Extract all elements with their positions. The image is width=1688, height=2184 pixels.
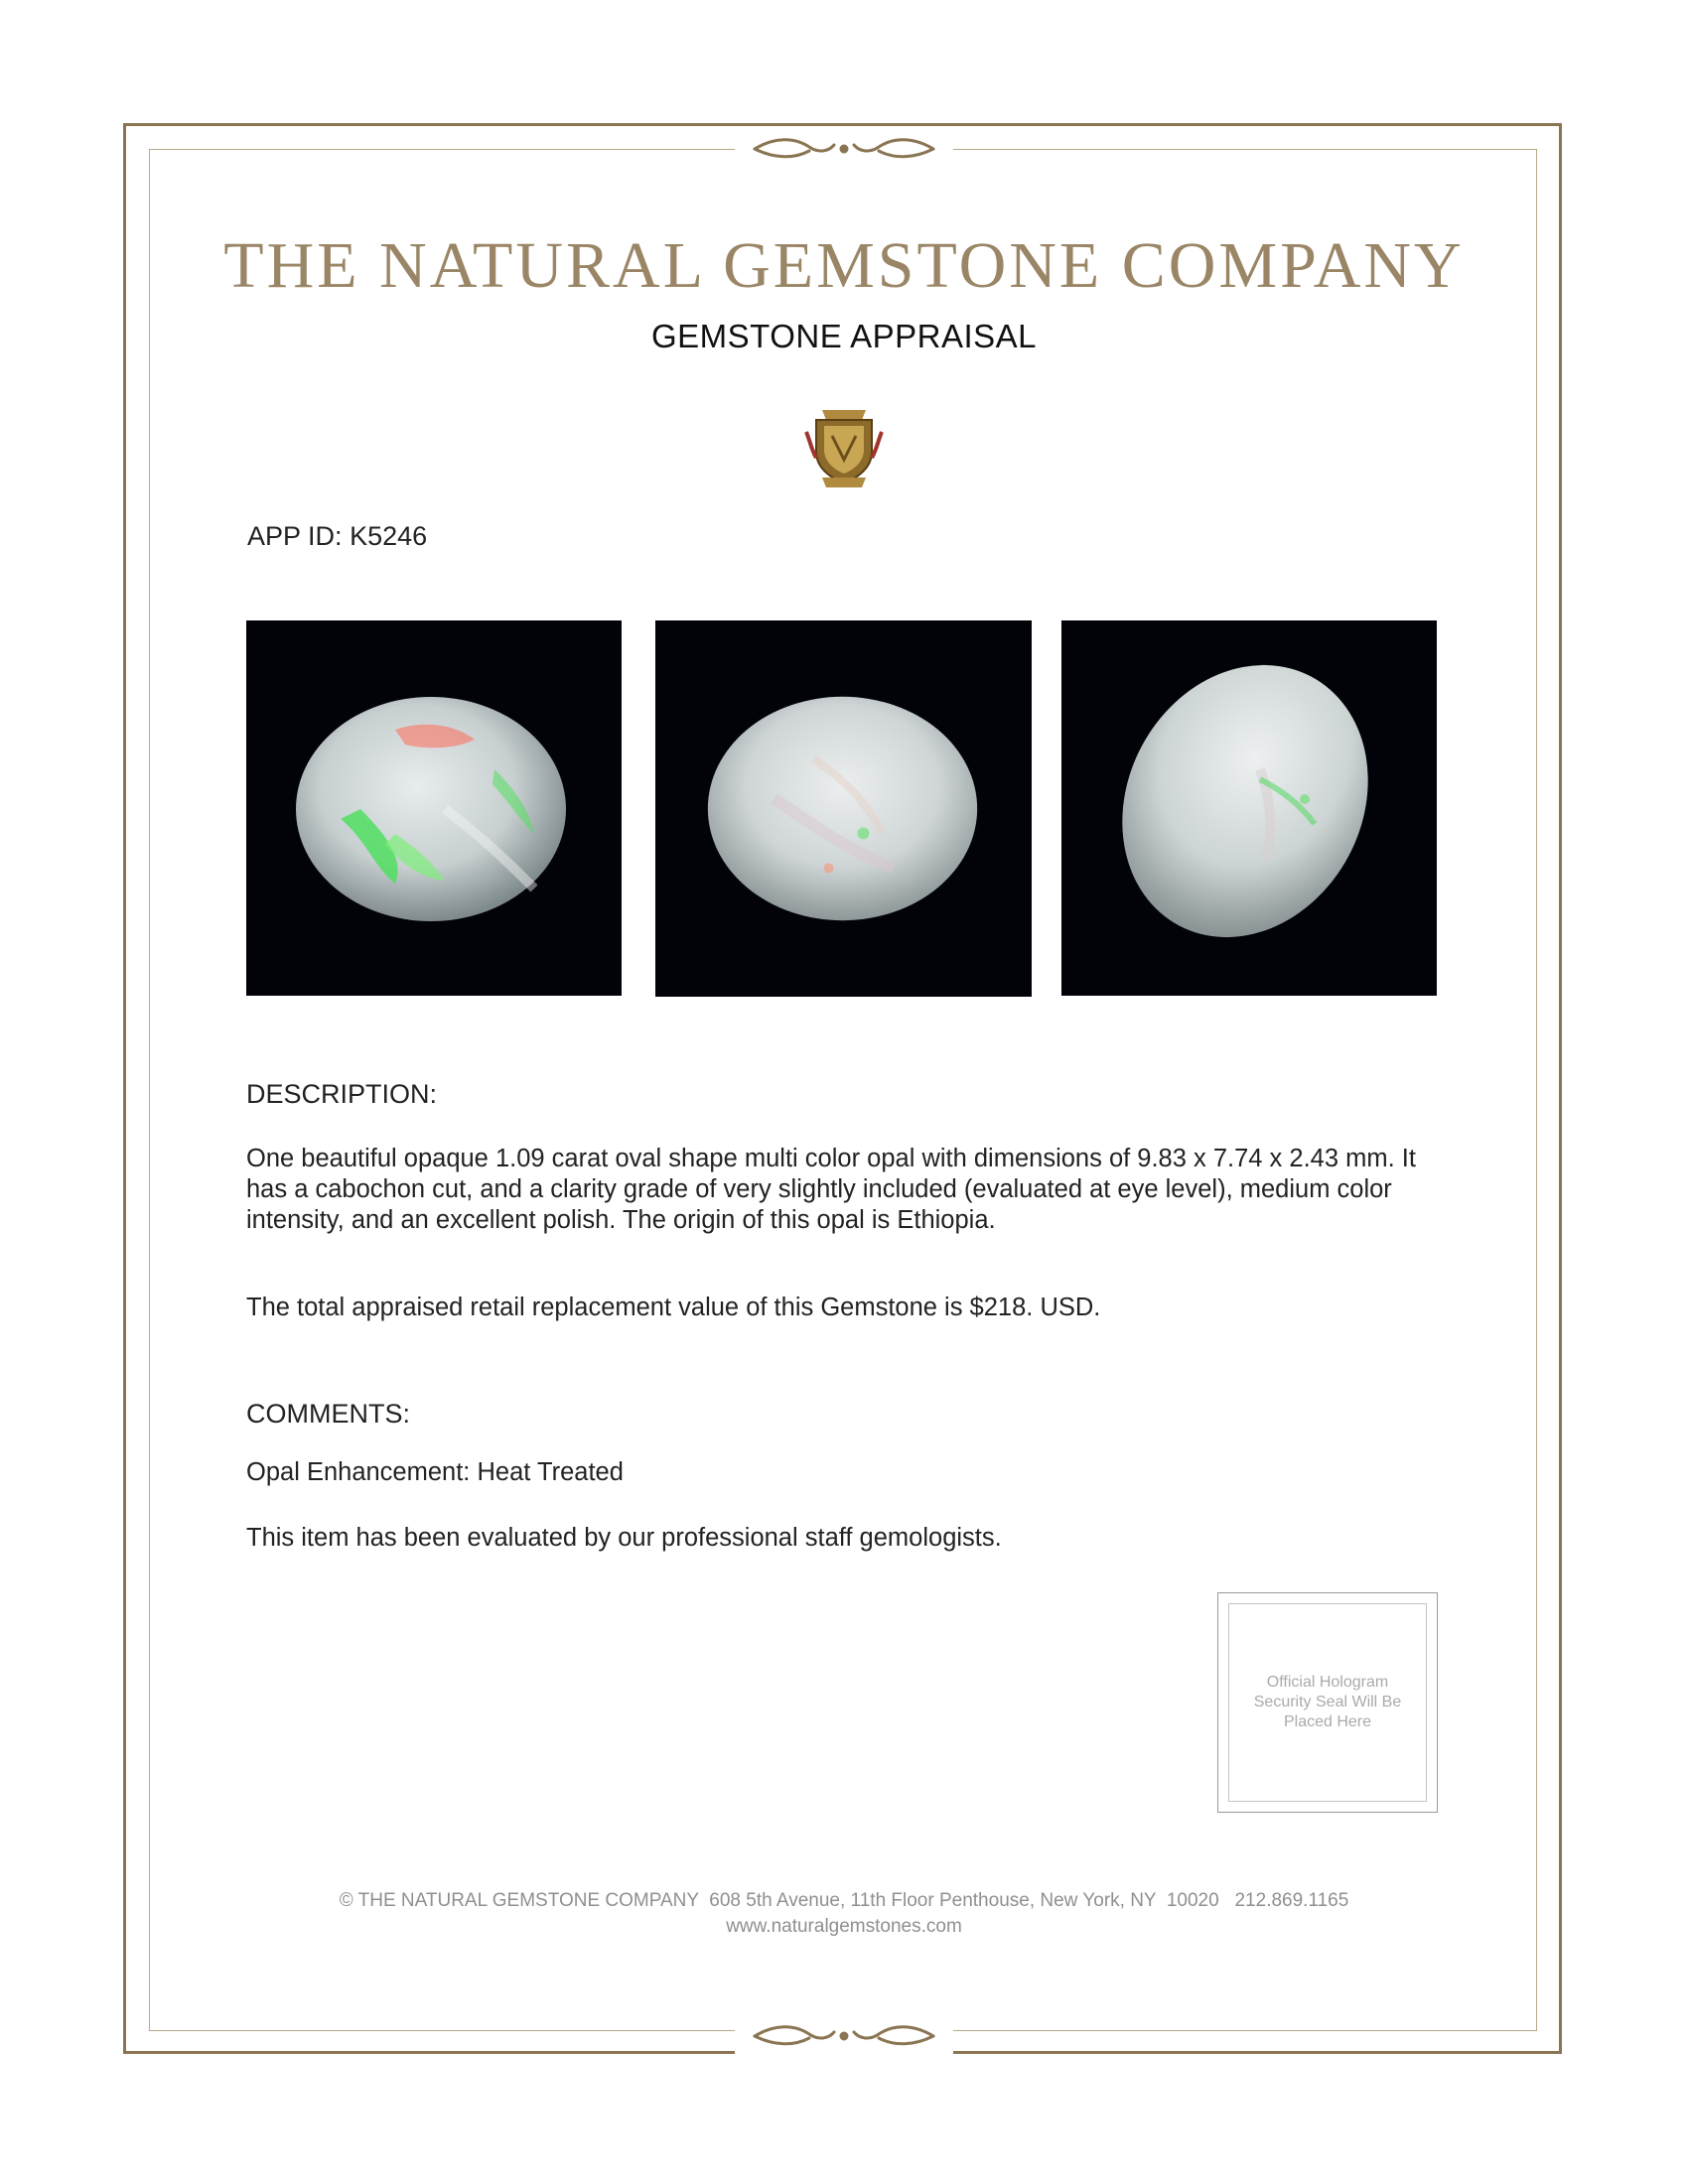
- evaluation-text: This item has been evaluated by our professional staff gemologists.: [246, 1524, 1002, 1552]
- hologram-seal-placeholder: [1217, 1592, 1438, 1813]
- enhancement-text: Opal Enhancement: Heat Treated: [246, 1458, 624, 1486]
- appraised-value-text: The total appraised retail replacement value of this Gemstone is $218. USD.: [246, 1294, 1101, 1321]
- opal-photo-tilted: [1061, 620, 1437, 996]
- seal-inner-frame: [1228, 1603, 1427, 1802]
- footer-address: © THE NATURAL GEMSTONE COMPANY 608 5th Avenue, 11th Floor Penthouse, New York, NY 10020 212.869.1165: [339, 1890, 1349, 1911]
- app-id-value: K5246: [350, 521, 428, 551]
- description-text: One beautiful opaque 1.09 carat oval shape multi color opal with dimensions of 9.83 x 7.74 x 2.43 mm. It has a cabochon cut, and a clarity grade of very slightly included (evaluated at eye level), medium color intensity, and an excellent polish. The origin of this opal is Ethiopia.: [246, 1145, 1416, 1234]
- comments-label: COMMENTS:: [246, 1399, 410, 1429]
- company-name: THE NATURAL GEMSTONE COMPANY: [223, 229, 1465, 302]
- app-id: [247, 518, 427, 554]
- app-id-label: APP ID:: [247, 521, 343, 551]
- opal-photo-angle: [655, 620, 1032, 997]
- seal-text: Official Hologram Security Seal Will Be Placed Here: [1253, 1674, 1402, 1730]
- description-label: DESCRIPTION:: [246, 1079, 438, 1109]
- document-title: GEMSTONE APPRAISAL: [650, 318, 1038, 354]
- footer-website: www.naturalgemstones.com: [726, 1916, 962, 1937]
- opal-photo-front: [246, 620, 622, 996]
- company-crest-icon: [802, 402, 886, 491]
- bottom-ornament-icon: [735, 2016, 953, 2056]
- top-ornament-icon: [735, 129, 953, 169]
